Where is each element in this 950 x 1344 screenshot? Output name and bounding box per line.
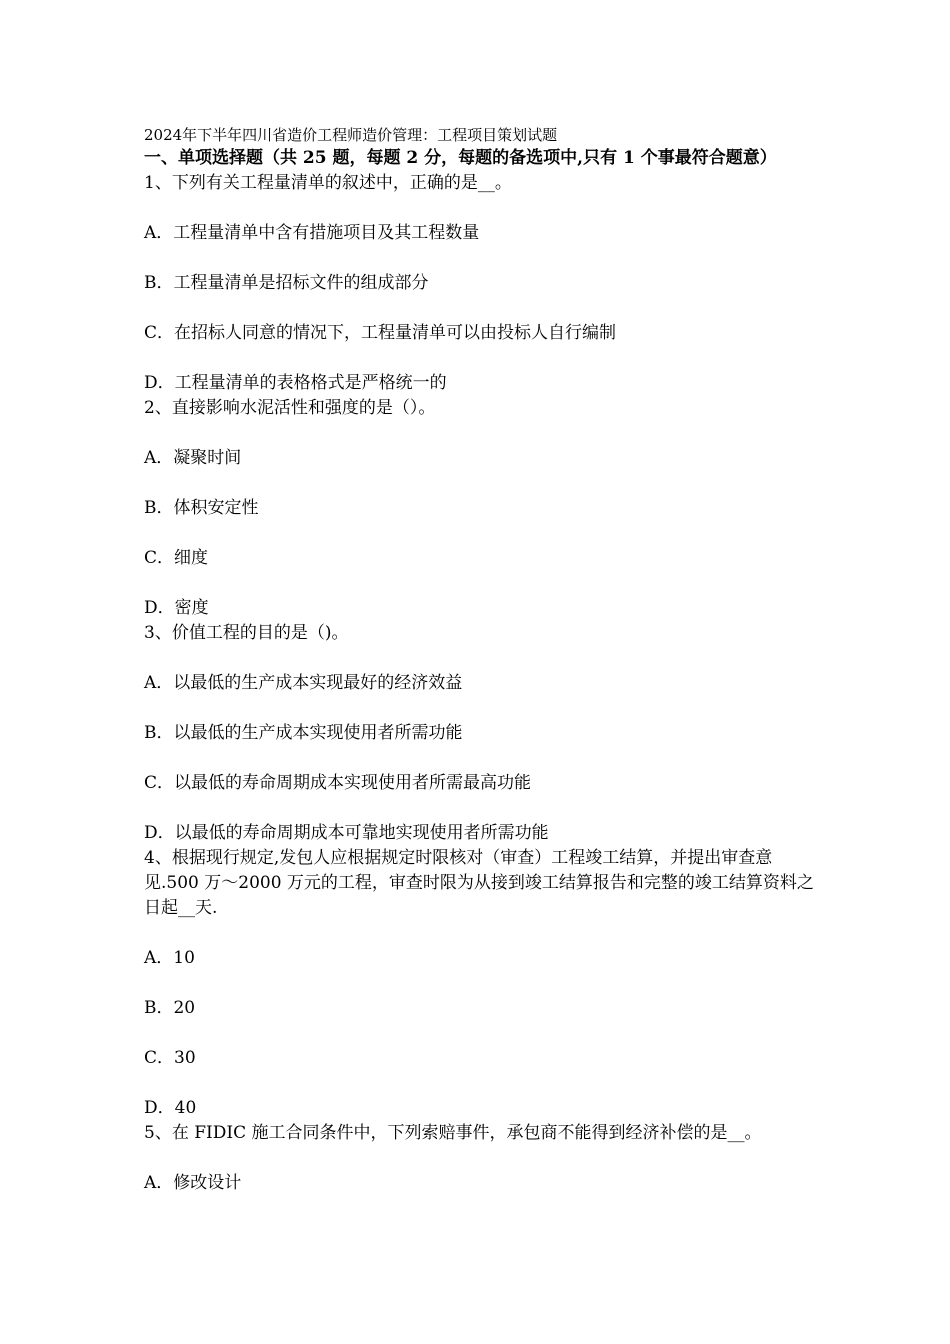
option-d: D．40 (144, 1098, 197, 1118)
option-b: B．体积安定性 (144, 498, 259, 518)
question-3 (144, 621, 824, 846)
option-c: C．以最低的寿命周期成本实现使用者所需最高功能 (144, 773, 532, 793)
question-stem: 2、直接影响水泥活性和强度的是（）。 (144, 398, 436, 418)
option-b: B．工程量清单是招标文件的组成部分 (144, 273, 429, 293)
option-c: C．在招标人同意的情况下，工程量清单可以由投标人自行编制 (144, 323, 617, 343)
option-b: B．20 (144, 998, 196, 1018)
question-stem: 5、在 FIDIC 施工合同条件中，下列索赔事件，承包商不能得到经济补偿的是__。 (144, 1123, 762, 1143)
option-d: D．密度 (144, 598, 209, 618)
option-c: C．30 (144, 1048, 196, 1068)
document-title: 2024年下半年四川省造价工程师造价管理：工程项目策划试题 (144, 126, 558, 144)
question-4 (144, 846, 824, 1121)
option-d: D．以最低的寿命周期成本可靠地实现使用者所需功能 (144, 823, 549, 843)
option-a: A．修改设计 (144, 1173, 242, 1193)
option-c: C．细度 (144, 548, 209, 568)
option-a: A．以最低的生产成本实现最好的经济效益 (144, 673, 463, 693)
document-page (144, 124, 824, 1196)
question-stem: 3、价值工程的目的是（)。 (144, 623, 349, 643)
option-a: A．凝聚时间 (144, 448, 242, 468)
question-stem: 4、根据现行规定,发包人应根据规定时限核对（审查）工程竣工结算，并提出审查意见.500 万～2000 万元的工程，审查时限为从接到竣工结算报告和完整的竣工结算资料之日起__天. (144, 848, 814, 918)
option-a: A．10 (144, 948, 195, 968)
question-2 (144, 396, 824, 621)
question-5 (144, 1121, 824, 1196)
section-heading: 一、单项选择题（共 25 题，每题 2 分，每题的备选项中,只有 1 个事最符合题意） (144, 148, 777, 168)
question-stem: 1、下列有关工程量清单的叙述中，正确的是__。 (144, 173, 512, 193)
option-b: B．以最低的生产成本实现使用者所需功能 (144, 723, 463, 743)
question-1 (144, 171, 824, 396)
option-a: A．工程量清单中含有措施项目及其工程数量 (144, 223, 480, 243)
option-d: D．工程量清单的表格格式是严格统一的 (144, 373, 447, 393)
